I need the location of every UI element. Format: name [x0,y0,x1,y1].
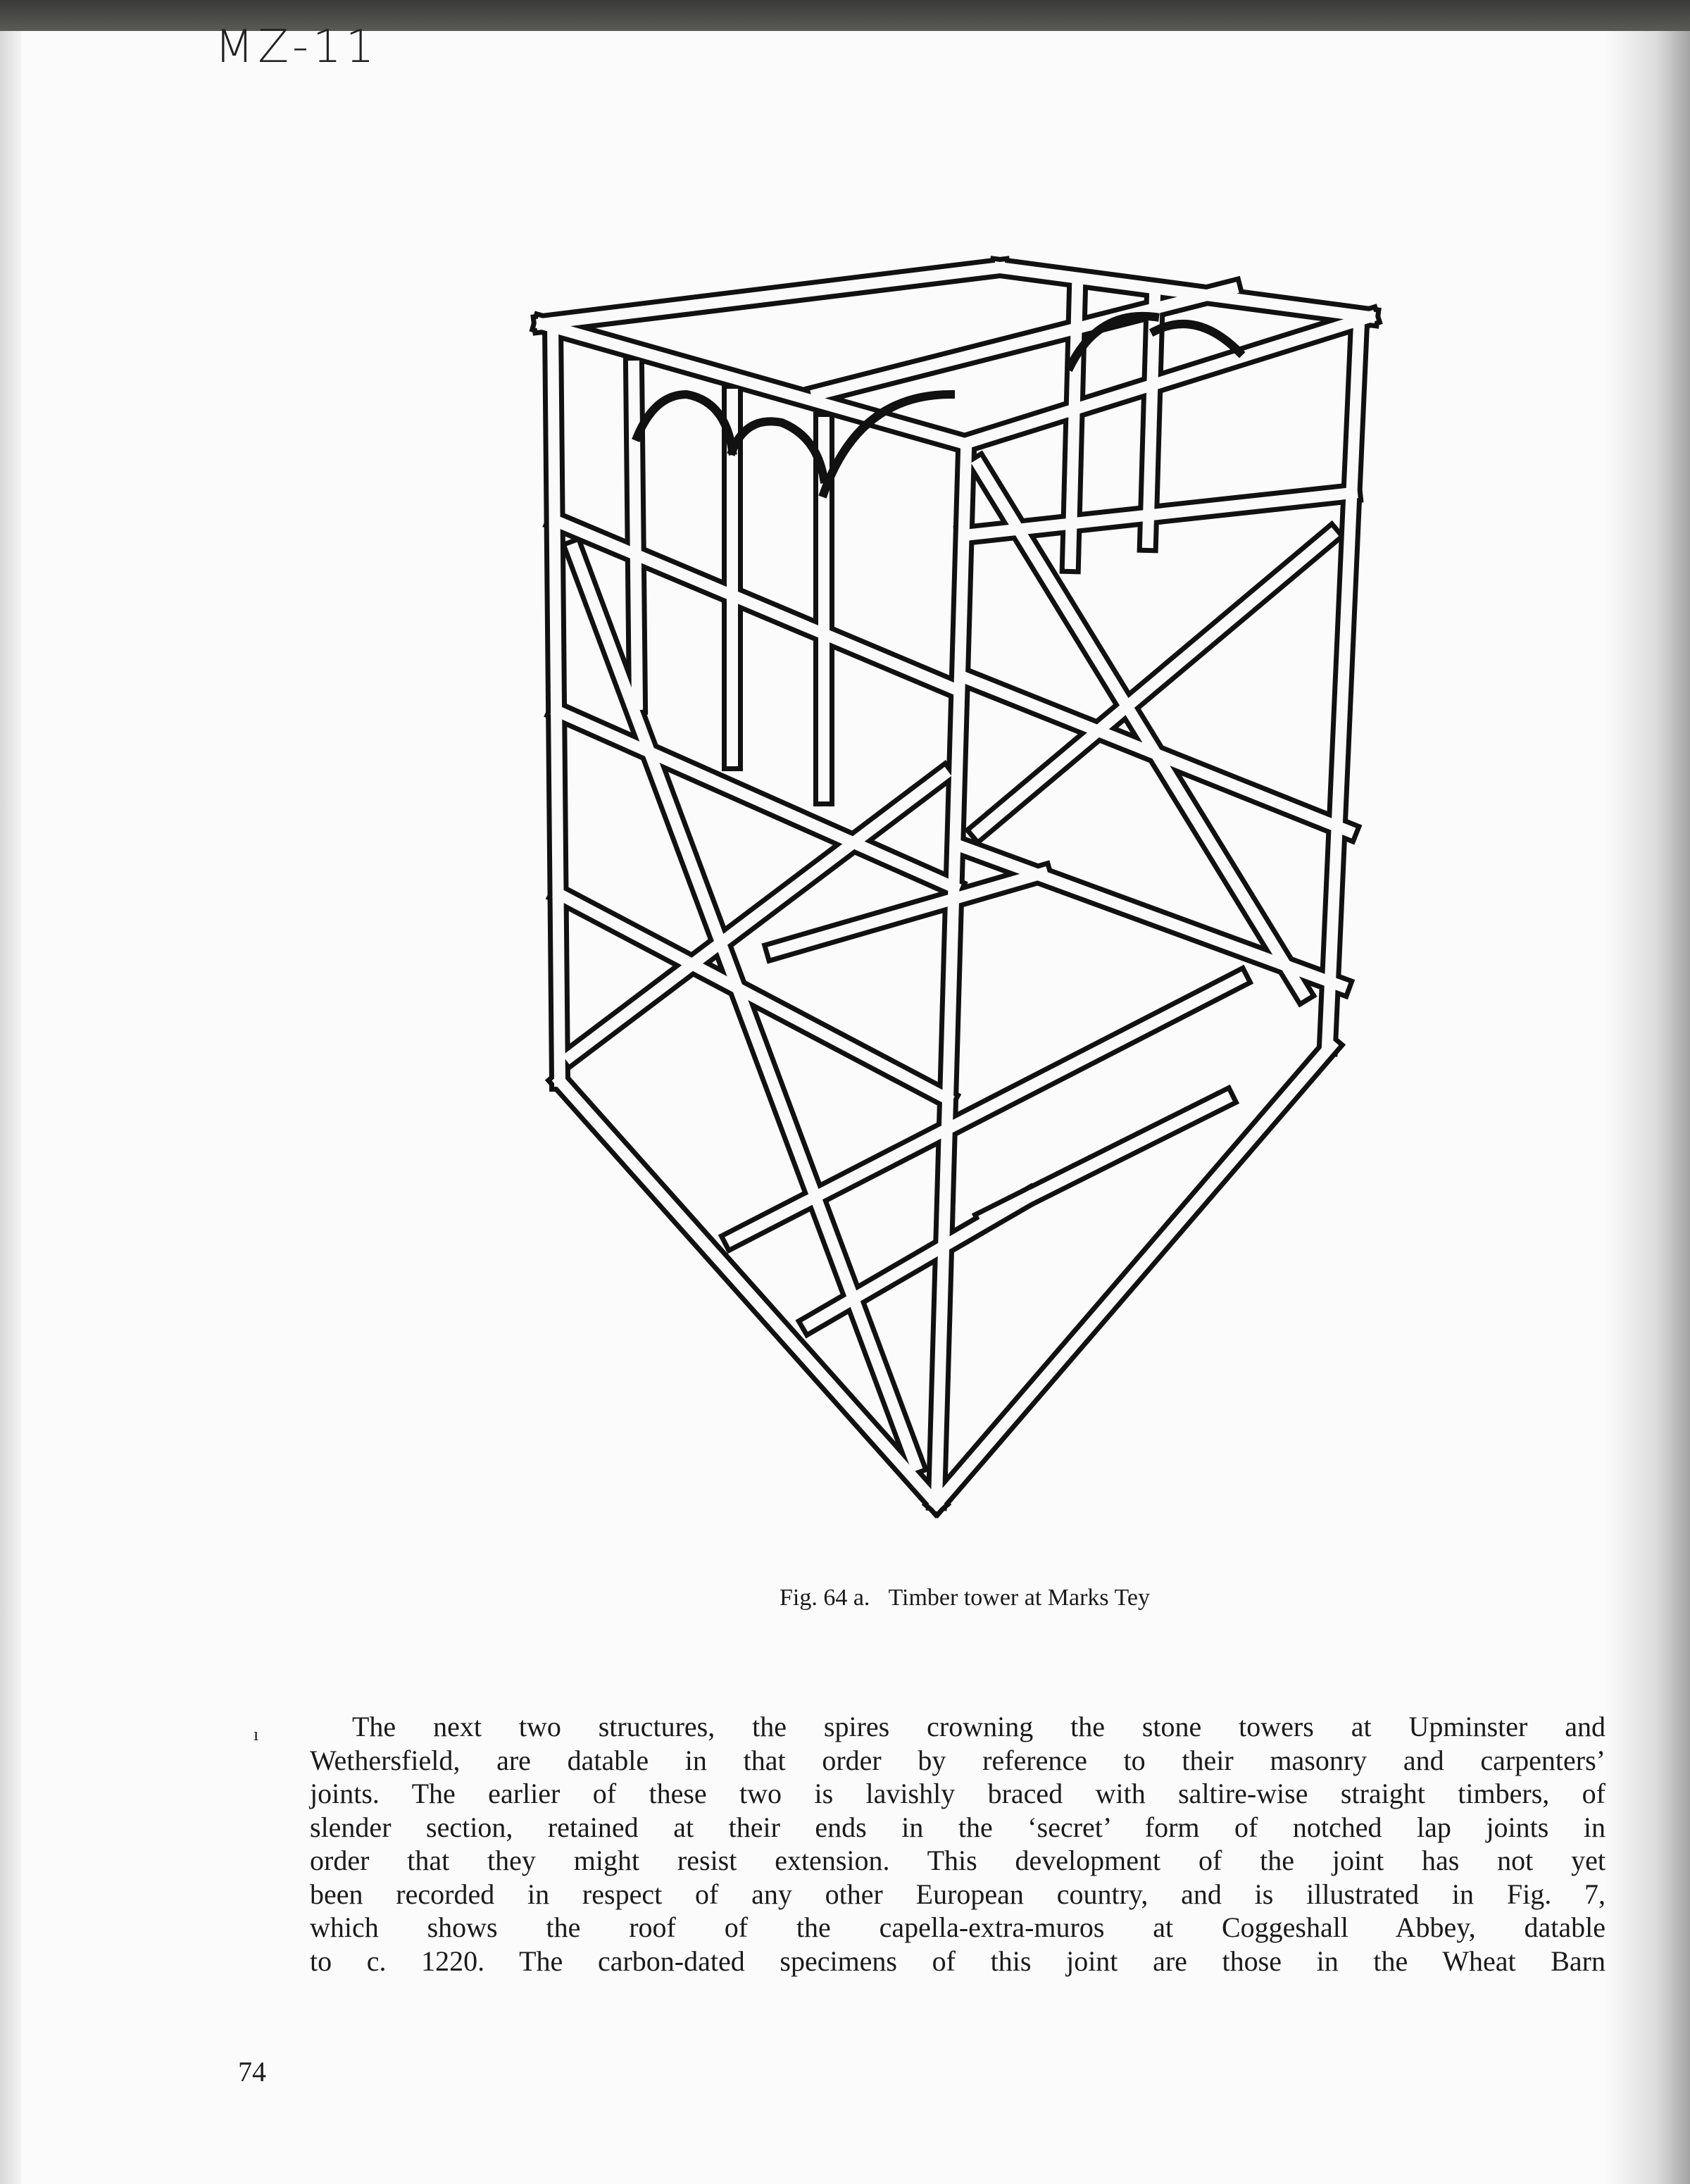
margin-mark: ı [254,1724,259,1745]
timber-tower-illustration [493,232,1408,1546]
text-line: slender section, retained at their ends in the ‘secret’ form of notched lap joints in [310,1811,1606,1843]
figure-caption-text: Timber tower at Marks Tey [888,1585,1151,1611]
timber-frame [542,268,1370,1504]
text-line: Wethersfield, are datable in that order by reference to their masonry and carpenters’ [310,1744,1606,1776]
page-number: 74 [238,2056,266,2088]
figure-caption [704,1585,1225,1611]
text-line: to c. 1220. The carbon-dated specimens of this joint are those in the Wheat Barn [310,1945,1606,1977]
figure-number: Fig. 64 a. [779,1585,870,1611]
text-line: order that they might resist extension. This development of the joint has not yet [310,1845,1606,1876]
handwritten-annotation: MZ-11 [215,21,379,73]
text-line: joints. The earlier of these two is lavishly braced with saltire-wise straight timbers, of [310,1778,1606,1809]
page-gutter-edge [0,31,21,2184]
text-line: The next two structures, the spires crowning the stone towers at Upminster and [352,1711,1606,1742]
page-shadow [1606,31,1690,2184]
text-line: which shows the roof of the capella-extra-muros at Coggeshall Abbey, datable [310,1911,1606,1943]
body-paragraph [310,1710,1606,1978]
text-line: been recorded in respect of any other European country, and is illustrated in Fig. 7, [310,1878,1606,1910]
